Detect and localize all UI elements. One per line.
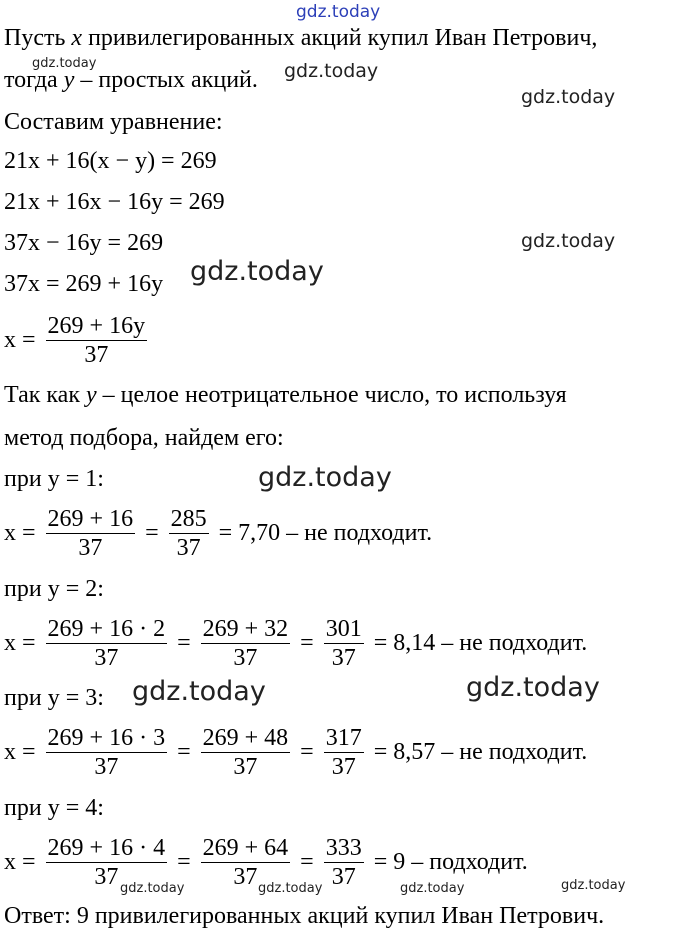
watermark: gdz.today (466, 672, 600, 703)
fraction: $\frac{269 + 64}{37}$ (202, 835, 289, 890)
fraction: $\frac{301}{37}$ (325, 616, 362, 671)
equation-5: x = $\frac{269 + 16y}{37}$ (4, 313, 146, 368)
watermark: gdz.today (190, 256, 324, 287)
case-equation-2: x = $\frac{269 + 16 \cdot 2}{37}$ = $\frac{269 + 32}{37}$ = $\frac{301}{37}$ = 8,14 – не подходит. (4, 616, 588, 671)
intro-line-2: тогда y – простых акций. (4, 67, 258, 93)
fraction: $\frac{269 + 16 \cdot 3}{37}$ (47, 725, 166, 780)
watermark: gdz.today (32, 56, 97, 71)
intro-line-1: Пусть x привилегированных акций купил Иван Петрович, (4, 25, 598, 51)
fraction: $\frac{285}{37}$ (170, 506, 207, 561)
fraction: $\frac{269 + 16}{37}$ (47, 506, 134, 561)
fraction: $\frac{269 + 48}{37}$ (202, 725, 289, 780)
fraction: $\frac{269 + 32}{37}$ (202, 616, 289, 671)
equation-1: 21x + 16(x − y) = 269 (4, 148, 217, 174)
watermark: gdz.today (561, 878, 626, 893)
watermark: gdz.today (258, 881, 323, 896)
equation-2: 21x + 16x − 16y = 269 (4, 189, 225, 215)
equation-4: 37x = 269 + 16y (4, 271, 164, 297)
watermark: gdz.today (521, 86, 616, 108)
watermark: gdz.today (400, 881, 465, 896)
fraction: $\frac{317}{37}$ (325, 725, 362, 780)
reason-line-2: метод подбора, найдем его: (4, 425, 284, 451)
fraction: $\frac{269 + 16y}{37}$ (47, 313, 146, 368)
case-label-2: при y = 2: (4, 576, 104, 602)
equation-3: 37x − 16y = 269 (4, 230, 164, 256)
case-label-4: при y = 4: (4, 795, 104, 821)
watermark: gdz.today (258, 462, 392, 493)
answer-line: Ответ: 9 привилегированных акций купил Иван Петрович. (4, 903, 605, 929)
reason-line-1: Так как y – целое неотрицательное число, то используя (4, 382, 567, 408)
fraction: $\frac{269 + 16 \cdot 2}{37}$ (47, 616, 166, 671)
case-label-1: при y = 1: (4, 466, 104, 492)
watermark: gdz.today (132, 676, 266, 707)
watermark: gdz.today (120, 881, 185, 896)
heading-equation: Составим уравнение: (4, 109, 223, 135)
case-equation-4: x = $\frac{269 + 16 \cdot 4}{37}$ = $\frac{269 + 64}{37}$ = $\frac{333}{37}$ = 9 – подходит. (4, 835, 528, 890)
case-equation-3: x = $\frac{269 + 16 \cdot 3}{37}$ = $\frac{269 + 48}{37}$ = $\frac{317}{37}$ = 8,57 – не подходит. (4, 725, 588, 780)
case-label-3: при y = 3: (4, 685, 104, 711)
watermark: gdz.today (284, 60, 379, 82)
fraction: $\frac{269 + 16 \cdot 4}{37}$ (47, 835, 166, 890)
watermark: gdz.today (521, 230, 616, 252)
case-equation-1: x = $\frac{269 + 16}{37}$ = $\frac{285}{37}$ = 7,70 – не подходит. (4, 506, 433, 561)
watermark-top: gdz.today (296, 2, 381, 22)
fraction: $\frac{333}{37}$ (325, 835, 362, 890)
